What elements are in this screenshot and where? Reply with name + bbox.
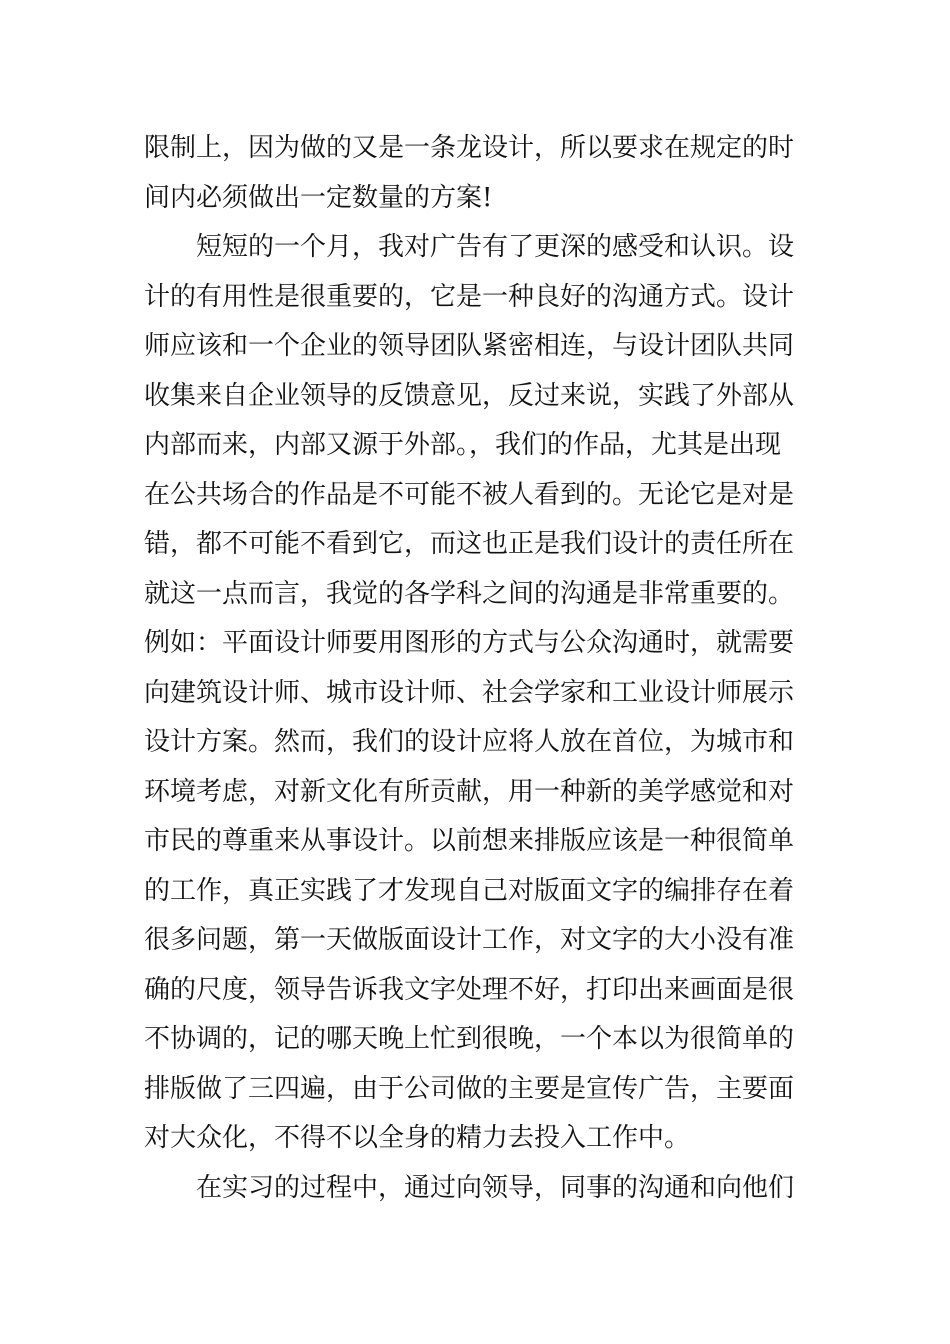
text-line: 对大众化，不得不以全身的精力去投入工作中。 <box>144 1123 691 1153</box>
text-line: 错，都不可能不看到它，而这也正是我们设计的责任所在 <box>144 529 795 559</box>
text-line: 在实习的过程中，通过向领导，同事的沟通和向他们 <box>196 1172 795 1203</box>
text-line: 市民的尊重来从事设计。以前想来排版应该是一种很简单 <box>144 826 795 856</box>
text-line: 内部而来，内部又源于外部。，我们的作品，尤其是出现 <box>144 430 782 460</box>
text-line: 例如：平面设计师要用图形的方式与公众沟通时，就需要 <box>144 628 795 658</box>
text-line: 计的有用性是很重要的，它是一种良好的沟通方式。设计 <box>144 281 795 312</box>
text-line: 就这一点而言，我觉的各学科之间的沟通是非常重要的。 <box>144 578 795 609</box>
text-line: 不协调的，记的哪天晚上忙到很晚，一个本以为很简单的 <box>144 1024 795 1054</box>
text-line: 在公共场合的作品是不可能不被人看到的。无论它是对是 <box>144 479 795 510</box>
body-text <box>144 124 814 1213</box>
text-line: 收集来自企业领导的反馈意见，反过来说，实践了外部从 <box>144 380 795 411</box>
text-line: 的工作，真正实践了才发现自己对版面文字的编排存在着 <box>144 875 795 906</box>
text-line: 向建筑设计师、城市设计师、社会学家和工业设计师展示 <box>144 677 795 708</box>
text-line: 环境考虑，对新文化有所贡献，用一种新的美学感觉和对 <box>144 776 795 807</box>
text-line: 确的尺度，领导告诉我文字处理不好，打印出来画面是很 <box>144 974 795 1005</box>
paragraph <box>144 223 814 1164</box>
text-line: 设计方案。然而，我们的设计应将人放在首位，为城市和 <box>144 727 795 757</box>
paragraph <box>144 124 814 223</box>
paragraph <box>144 1164 814 1214</box>
text-line: 很多问题，第一天做版面设计工作，对文字的大小没有准 <box>144 925 795 955</box>
text-line: 间内必须做出一定数量的方案! <box>144 182 493 213</box>
text-line: 排版做了三四遍，由于公司做的主要是宣传广告，主要面 <box>144 1073 795 1104</box>
text-line: 师应该和一个企业的领导团队紧密相连，与设计团队共同 <box>144 331 795 361</box>
text-line: 限制上，因为做的又是一条龙设计，所以要求在规定的时 <box>144 133 795 163</box>
text-line: 短短的一个月，我对广告有了更深的感受和认识。设 <box>196 232 795 262</box>
